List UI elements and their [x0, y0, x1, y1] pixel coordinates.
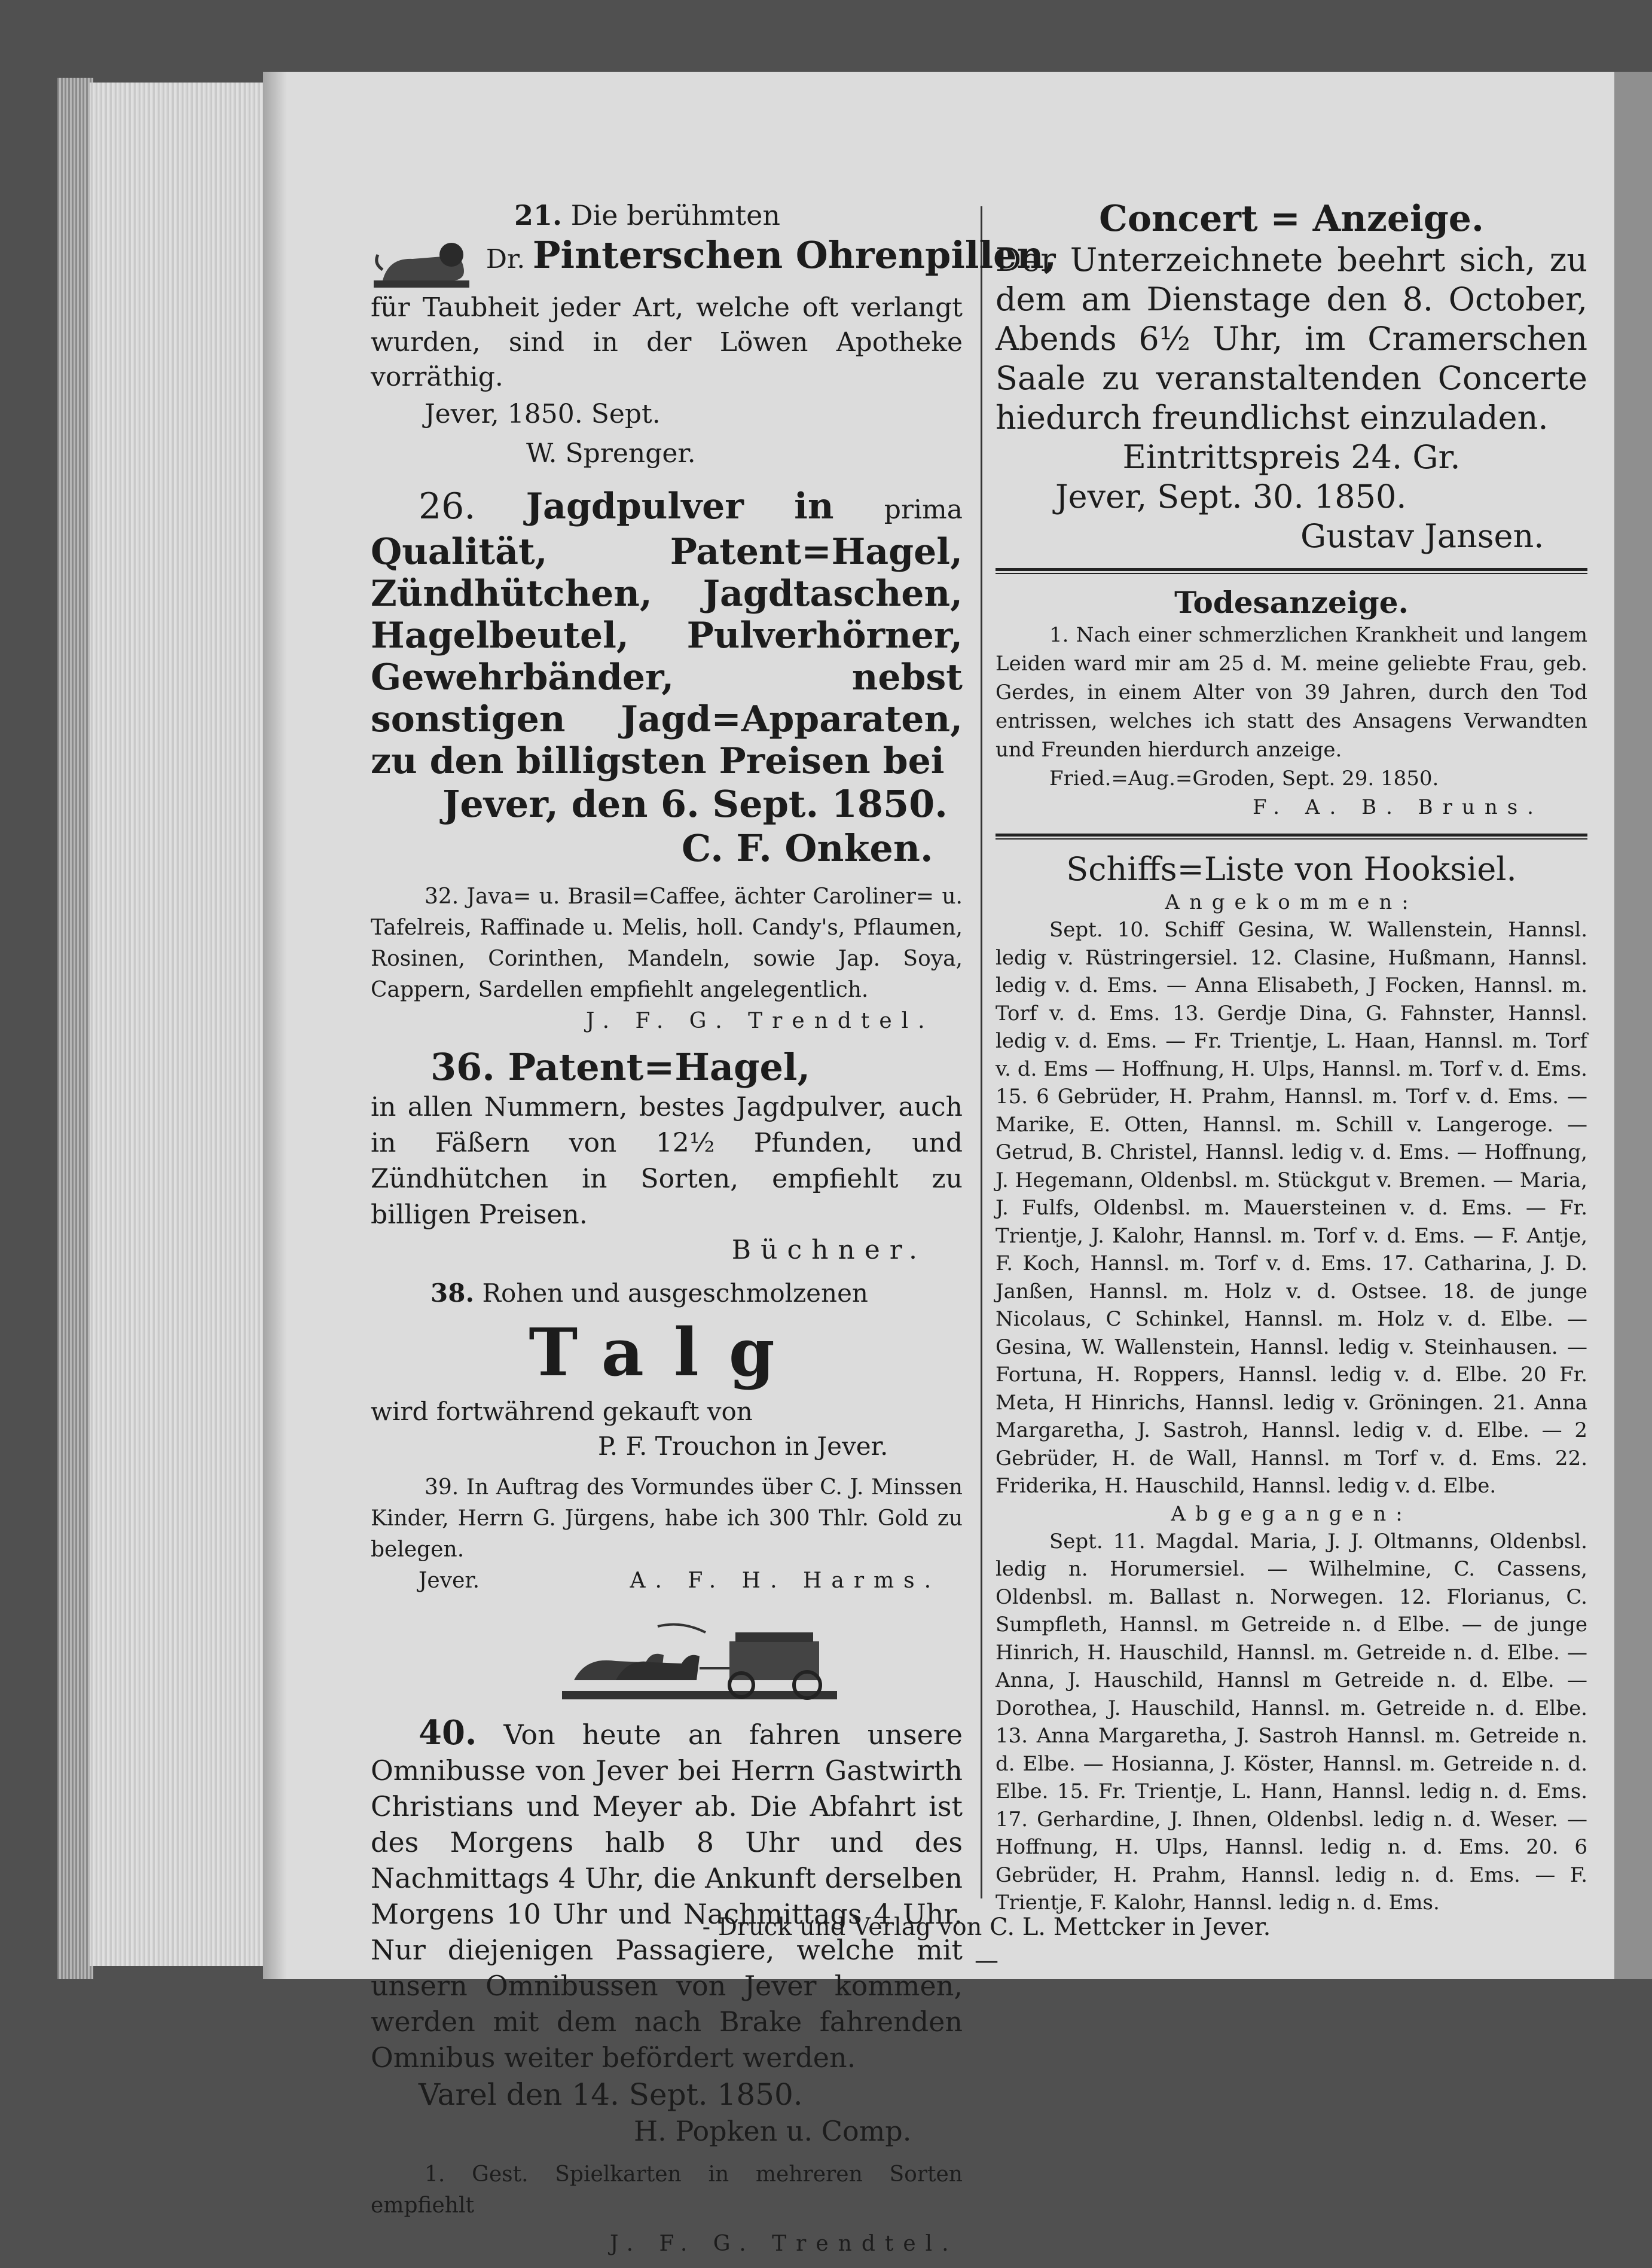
ad-body: 32. Java= u. Brasil=Caffee, ächter Caroliner= u. Tafelreis, Raffinade u. Melis, holl. Candy's, Pflaumen, Rosinen, Corinthen, Mandeln, sowie Jap. Soya, Cappern, Sardellen empfiehlt angelegentlich.: [371, 884, 963, 1002]
concert-body: Der Unterzeichnete beehrt sich, zu dem am Dienstage den 8. October, Abends 6½ Uhr, im Cramerschen Saale zu veranstaltenden Concerte hiedurch freundlichst einzuladen.: [996, 241, 1587, 436]
gutter-shadow: [263, 72, 287, 1979]
section-rule: [996, 568, 1587, 574]
ship-list-title: Schiffs=Liste von Hooksiel.: [1066, 850, 1517, 888]
ad-intro: Die berühmten: [570, 199, 780, 231]
concert-place-date: Jever, Sept. 30. 1850.: [1055, 478, 1407, 515]
ad-title: Patent=Hagel,: [508, 1045, 811, 1089]
arrived-label: Angekommen:: [1165, 890, 1418, 914]
concert-signature: Gustav Jansen.: [1300, 517, 1544, 555]
book-cover-edge: [57, 78, 93, 1979]
concert-notice: [996, 197, 1587, 556]
ad-body: für Taubheit jeder Art, welche oft verlangt wurden, sind in der Löwen Apotheke vorräthig.: [371, 292, 963, 392]
ad-body: Qualität, Patent=Hagel, Zündhütchen, Jagdtaschen, Hagelbeutel, Pulverhörner, Gewehrbänder, nebst sonstigen Jagd=Apparaten, zu den billigsten Preisen bei: [371, 530, 963, 782]
ad-signature: P. F. Trouchon in Jever.: [598, 1431, 888, 1461]
coach-icon: [562, 1614, 837, 1704]
ad-ohrenpillen: [371, 197, 1057, 474]
ad-body: wird fortwährend gekauft von: [371, 1396, 753, 1426]
ad-jagdpulver: [371, 486, 963, 871]
concert-title: Concert = Anzeige.: [1099, 198, 1484, 240]
section-rule: [996, 834, 1587, 840]
ad-talg: [371, 1276, 963, 1464]
ad-title: Talg: [529, 1313, 805, 1391]
ad-headword: Jagdpulver in: [526, 485, 834, 527]
ad-signature: J. F. G. Trendtel.: [586, 1008, 935, 1033]
ad-number: 36.: [430, 1045, 495, 1089]
arrived-list: Sept. 10. Schiff Gesina, W. Wallenstein, Hannsl. ledig v. Rüstringersiel. 12. Clasine, Hußmann, Hannsl. ledig v. d. Ems. — Anna Elisabeth, J Focken, Hannsl. m. Torf v. d. Ems. 13. Gerdje Dina, G. Fahnster, Hannsl. ledig v. d. Ems. — Fr. Trientje, L. Haan, Hannsl. m. Torf v. d. Ems — Hoffnung, H. Ulps, Hannsl. m. Torf v. d. Ems. 15. 6 Gebrüder, H. Prahm, Hannsl. m. Torf v. d. Ems. — Marike, E. Otten, Hannsl. m. Schill v. Langeroge. — Getrud, B. Christel, Hannsl. ledig v. d. Ems. — Hoffnung, J. Hegemann, Oldenbsl. m. Stückgut v. Bremen. — Maria, J. Fulfs, Oldenbsl. m. Mauersteinen v. d. Ems. — Fr. Trientje, J. Kalohr, Hannsl. m. Torf v. d. Ems. — F. Antje, F. Koch, Hannsl. m. Torf v. d. Ems. 17. Catharina, J. D. Janßen, Hannsl. m. Holz v. d. Ostsee. 18. de junge Nicolaus, C Schinkel, Hannsl. m. Holz v. d. Elbe. — Gesina, W. Wallenstein, Hannsl. ledig v. Steinhausen. — Fortuna, H. Roppers, Hannsl. ledig v. d. Elbe. 20 Fr. Meta, H Hinrichs, Hannsl. ledig v. Gröningen. 21. Anna Margaretha, J. Sastroh, Hannsl. ledig v. d. Elbe. — 2 Gebrüder, H. de Wall, Hannsl. m Torf v. d. Ems. 22. Friderika, H. Hauschild, Hannsl. ledig v. d. Elbe.: [996, 918, 1587, 1498]
ad-place-date: Jever, 1850. Sept.: [425, 398, 661, 429]
death-place-date: Fried.=Aug.=Groden, Sept. 29. 1850.: [1049, 767, 1439, 790]
death-title: Todesanzeige.: [1174, 585, 1409, 620]
ad-patent-hagel: [371, 1045, 963, 1268]
ad-colonial-goods: [371, 881, 963, 1037]
ad-signature: Büchner.: [731, 1234, 927, 1265]
lion-icon: [371, 234, 472, 291]
departed-list: Sept. 11. Magdal. Maria, J. J. Oltmanns, Oldenbsl. ledig n. Horumersiel. — Wilhelmine, C. Cassens, Oldenbsl. m. Ballast n. Norwegen. 12. Florianus, C. Sumpfleth, Hannsl. m Getreide n. d Elbe. — de junge Hinrich, H. Hauschild, Hannsl. m. Getreide n. d. Elbe. — Anna, J. Hauschild, Hannsl m Getreide n. d. Elbe. — Dorothea, J. Hauschild, Hannsl. m. Getreide n. d. Elbe. 13. Anna Margaretha, J. Sastroh Hannsl. m. Getreide n. d. Elbe. — Hosianna, J. Köster, Hannsl. m. Getreide n. d. Elbe. 15. Fr. Trientje, L. Hann, Hannsl. ledig n. d. Ems. 17. Gerhardine, J. Ihnen, Oldenbsl. ledig n. d. Weser. — Hoffnung, H. Ulps, Hannsl. ledig n. d. Ems. 20. 6 Gebrüder, H. Prahm, Hannsl. ledig n. d. Ems. — F. Trientje, F. Kalohr, Hannsl. ledig n. d. Ems.: [996, 1529, 1587, 1915]
departed-label: Abgegangen:: [1171, 1501, 1412, 1526]
ship-list: [996, 850, 1587, 1917]
printer-imprint: - Druck und Verlag von C. L. Mettcker in Jever. —: [702, 1913, 1271, 1974]
ad-body: 39. In Auftrag des Vormundes über C. J. Minssen Kinder, Herrn G. Jürgens, habe ich 300 Thlr. Gold zu belegen.: [371, 1475, 963, 1562]
death-signature: F. A. B. Bruns.: [1253, 795, 1543, 819]
concert-price: Eintrittspreis 24. Gr.: [1122, 438, 1461, 476]
ad-number: 26.: [419, 485, 476, 527]
ad-prima: prima: [884, 494, 963, 525]
death-notice: [996, 585, 1587, 822]
ad-title-prefix: Dr.: [485, 244, 526, 274]
ad-body: in allen Nummern, bestes Jagdpulver, auch in Fäßern von 12½ Pfunden, und Zündhütchen in Sorten, empfiehlt zu billigen Preisen.: [371, 1091, 963, 1230]
ad-signature: C. F. Onken.: [682, 826, 933, 870]
ad-signature: J. F. G. Trendtel.: [610, 2231, 958, 2256]
ad-signature: H. Popken u. Comp.: [634, 2114, 912, 2147]
ad-signature: W. Sprenger.: [526, 438, 696, 469]
ad-body: Von heute an fahren unsere Omnibusse von Jever bei Herrn Gastwirth Christians und Meyer ab. Die Abfahrt ist des Morgens halb 8 Uhr und des Nachmittags 4 Uhr, die Ankunft derselben Morgens 10 Uhr und Nachmittags 4 Uhr. Nur diejenigen Passagiere, welche mit unsern Omnibussen von Jever kommen, werden mit dem nach Brake fahrenden Omnibus weiter befördert werden.: [371, 1718, 963, 2074]
ad-vormund: [371, 1472, 963, 1597]
ad-number: 21.: [514, 199, 563, 231]
ad-title: Pinterschen Ohrenpillen,: [532, 233, 1057, 277]
ad-signature: A. F. H. Harms.: [630, 1568, 941, 1593]
ad-body: 1. Gest. Spielkarten in mehreren Sorten empfiehlt: [371, 2162, 963, 2218]
ad-place-date: Jever, den 6. Sept. 1850.: [442, 782, 948, 826]
ad-place-date: Varel den 14. Sept. 1850.: [419, 2077, 803, 2112]
ad-spielkarten: [371, 2159, 963, 2260]
page-stack: [90, 83, 269, 1966]
death-body: 1. Nach einer schmerzlichen Krankheit und langem Leiden ward mir am 25 d. M. meine geliebte Frau, geb. Gerdes, in einem Alter von 39 Jahren, durch den Tod entrissen, welches ich statt des Ansagens Verwandten und Freunden hierdurch anzeige.: [996, 623, 1587, 762]
ad-intro: Rohen und ausgeschmolzenen: [482, 1278, 868, 1308]
right-column: [996, 197, 1587, 1925]
ad-number: 40.: [419, 1713, 477, 1753]
column-divider: [981, 206, 982, 1898]
ad-number: 38.: [430, 1278, 475, 1308]
facing-page-edge: [1614, 72, 1652, 1979]
ad-place: Jever.: [419, 1568, 480, 1593]
